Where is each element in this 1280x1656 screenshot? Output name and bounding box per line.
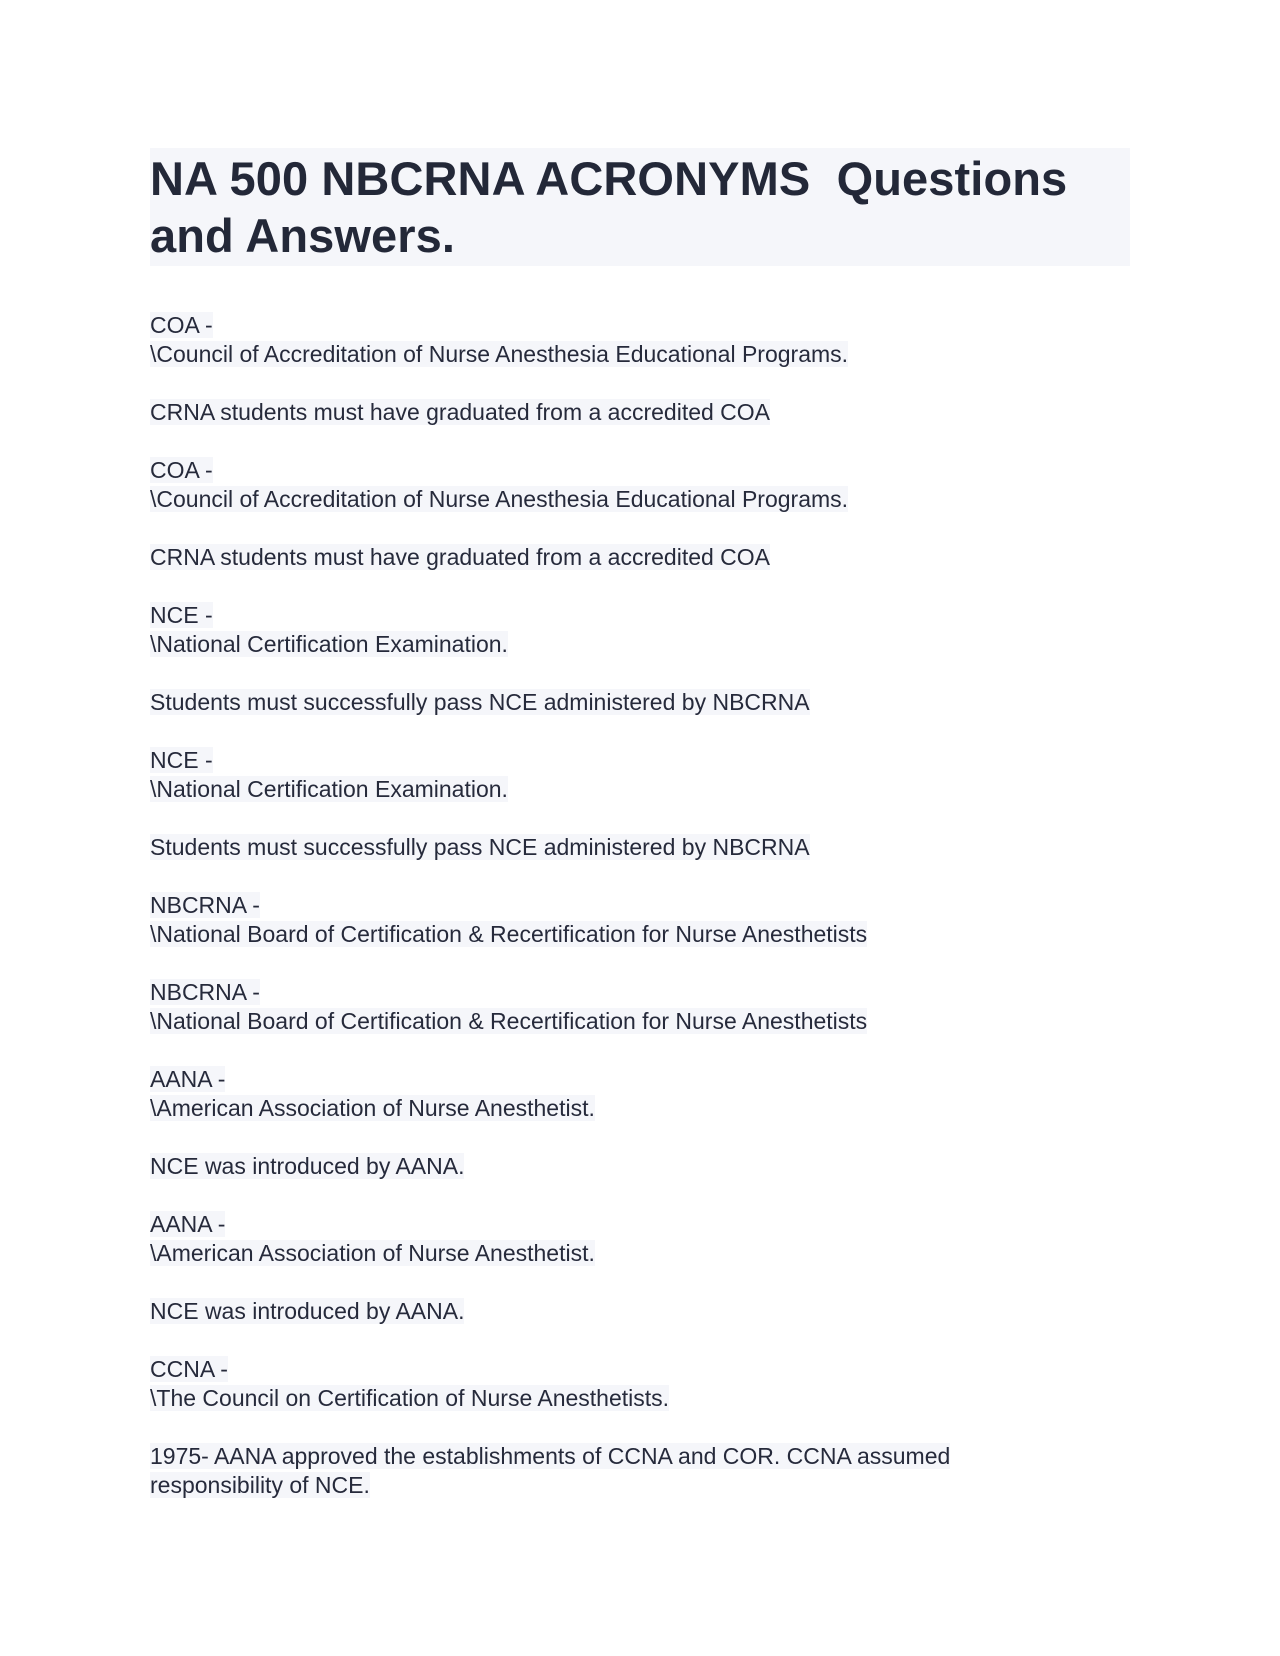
entry-definition: \National Certification Examination. [150, 631, 508, 657]
entry-term: NCE - [150, 602, 213, 628]
acronym-entry-nbcrna-1 [150, 891, 1130, 978]
entry-term: NCE - [150, 747, 213, 773]
entry-term: COA - [150, 312, 213, 338]
entry-definition: \Council of Accreditation of Nurse Anesthesia Educational Programs. [150, 486, 849, 512]
acronym-list [150, 311, 1130, 1500]
entry-term: COA - [150, 457, 213, 483]
acronym-entry-aana-1 [150, 1065, 1130, 1210]
acronym-entry-coa-1 [150, 311, 1130, 456]
entry-definition: \American Association of Nurse Anesthetist. [150, 1240, 595, 1266]
acronym-entry-aana-2 [150, 1210, 1130, 1355]
entry-definition: \Council of Accreditation of Nurse Anesthesia Educational Programs. [150, 341, 849, 367]
entry-term: AANA - [150, 1066, 226, 1092]
entry-term: CCNA - [150, 1356, 228, 1382]
entry-term: AANA - [150, 1211, 226, 1237]
entry-note: Students must successfully pass NCE administered by NBCRNA [150, 689, 810, 715]
entry-term: NBCRNA - [150, 892, 260, 918]
entry-note: NCE was introduced by AANA. [150, 1153, 465, 1179]
acronym-entry-coa-2 [150, 456, 1130, 601]
document-page [150, 148, 1130, 1500]
entry-definition: \National Board of Certification & Recertification for Nurse Anesthetists [150, 921, 868, 947]
entry-definition: \The Council on Certification of Nurse Anesthetists. [150, 1385, 670, 1411]
entry-definition: \American Association of Nurse Anesthetist. [150, 1095, 595, 1121]
acronym-entry-nbcrna-2 [150, 978, 1130, 1065]
entry-note: CRNA students must have graduated from a accredited COA [150, 544, 771, 570]
entry-term: NBCRNA - [150, 979, 260, 1005]
entry-note: NCE was introduced by AANA. [150, 1298, 465, 1324]
entry-definition: \National Certification Examination. [150, 776, 508, 802]
entry-note: Students must successfully pass NCE administered by NBCRNA [150, 834, 810, 860]
entry-definition: \National Board of Certification & Recertification for Nurse Anesthetists [150, 1008, 868, 1034]
acronym-entry-ccna [150, 1355, 1130, 1500]
entry-note: CRNA students must have graduated from a accredited COA [150, 399, 771, 425]
acronym-entry-nce-1 [150, 601, 1130, 746]
document-title: NA 500 NBCRNA ACRONYMS Questions and Answers. [150, 148, 1130, 266]
acronym-entry-nce-2 [150, 746, 1130, 891]
entry-note-continued: responsibility of NCE. [150, 1472, 370, 1498]
entry-note: 1975- AANA approved the establishments of CCNA and COR. CCNA assumed [150, 1443, 951, 1469]
